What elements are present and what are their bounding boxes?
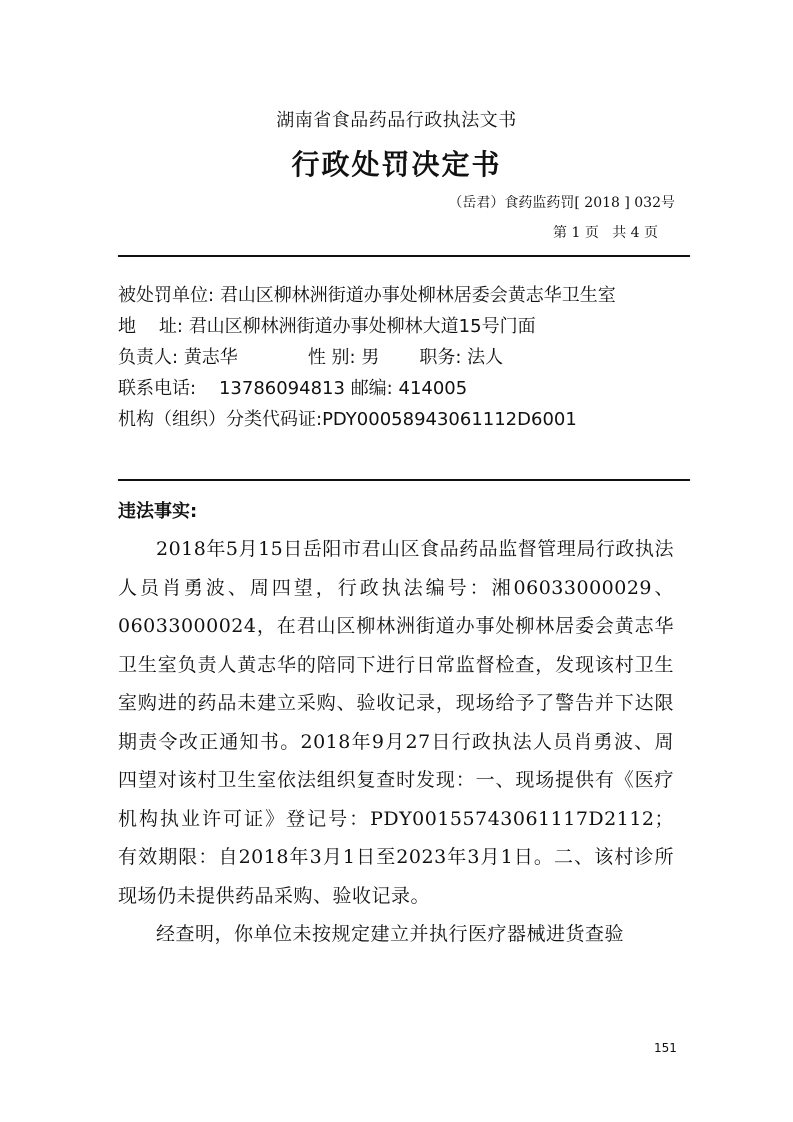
agency-name: 湖南省食品药品行政执法文书 [276,110,517,131]
contact-row [118,376,683,407]
top-divider [118,255,690,257]
document-title: 行政处罚决定书 [291,148,502,181]
address-row [118,314,683,345]
page-number: 151 [654,1041,677,1055]
party-name-label: 被处罚单位: [118,285,215,306]
party-name-value: 君山区柳林洲街道办事处柳林居委会黄志华卫生室 [219,285,616,306]
org-code-value: PDY00058943061112D6001 [322,409,577,430]
person-value: 黄志华 [183,347,238,368]
postcode-label: 邮编: [350,378,393,399]
org-code-row [118,407,683,438]
facts-heading: 违法事实: [118,501,198,522]
gender-value: 男 [361,347,380,368]
person-row [118,345,683,376]
address-value: 君山区柳林洲街道办事处柳林大道15号门面 [188,316,536,337]
person-label: 负责人: [118,347,179,368]
postcode-value: 414005 [398,378,468,399]
facts-paragraph-2: 经查明，你单位未按规定建立并执行医疗器械进货查验 [156,923,625,945]
page-info: 第 1 页 共 4 页 [553,225,658,241]
document-number: （岳君）食药监药罚[ 2018 ] 032号 [448,195,675,211]
phone-value: 13786094813 [218,378,345,399]
phone-label: 联系电话: [118,378,197,399]
party-name-row [118,283,683,309]
gender-label: 性 别: [307,347,356,368]
address-label: 地 址: [118,316,183,337]
middle-divider [118,479,690,481]
org-code-label: 机构（组织）分类代码证: [118,409,323,430]
position-value: 法人 [467,347,504,368]
facts-paragraph-1: 2018年5月15日岳阳市君山区食品药品监督管理局行政执法人员肖勇波、周四望，行政执法编号：湘06033000029、06033000024，在君山区柳林洲街道办事处柳林居委会黄志华卫生室负责人黄志华的陪同下进行日常监督检查，发现该村卫生室购进的药品未建立采购、验收记录，现场给予了警告并下达限期责令改正通知书。2018年9月27日行政执法人员肖勇波、周四望对该村卫生室依法组织复查时发现：一、现场提供有《医疗机构执业许可证》登记号：PDY00155743061117D2112；有效期限：自2018年3月1日至2023年3月1日。二、该村诊所现场仍未提供药品采购、验收记录。 [118,538,674,907]
position-label: 职务: [419,347,462,368]
party-info [118,283,683,438]
facts-body [118,530,674,954]
